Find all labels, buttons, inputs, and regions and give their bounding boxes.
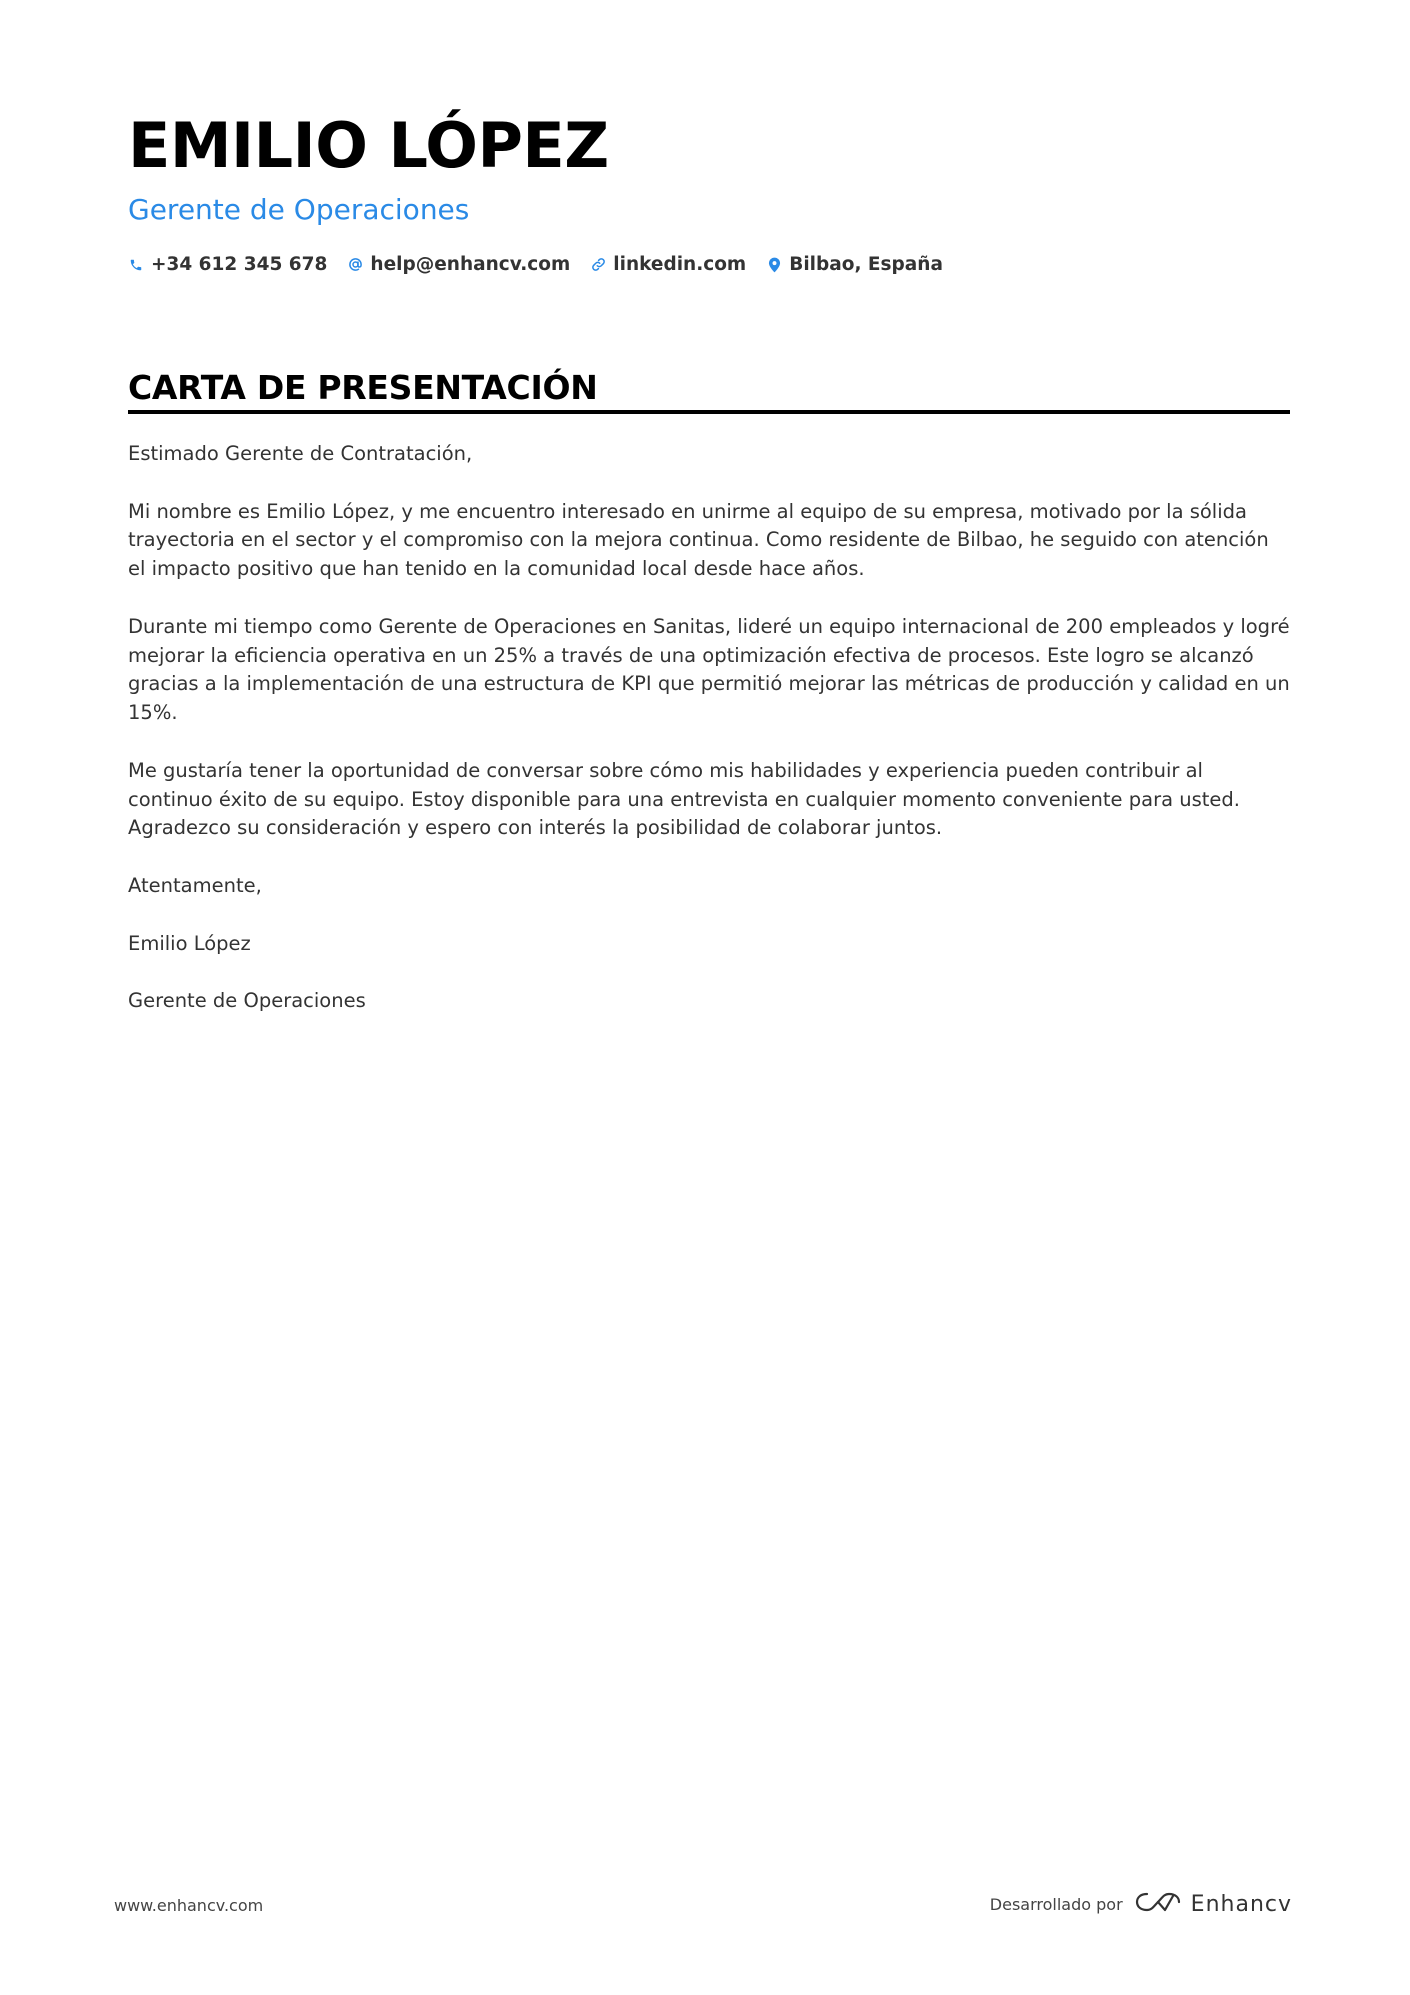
link-icon bbox=[590, 256, 606, 274]
contact-phone bbox=[128, 254, 327, 275]
email-text: help@enhancv.com bbox=[370, 254, 571, 275]
contact-info bbox=[128, 254, 943, 275]
powered-by-text: Desarrollado por bbox=[989, 1894, 1123, 1914]
letter-body bbox=[128, 440, 1290, 1045]
linkedin-text: linkedin.com bbox=[613, 254, 747, 275]
phone-text: +34 612 345 678 bbox=[151, 254, 328, 275]
contact-location bbox=[766, 254, 943, 275]
letter-paragraph: Me gustaría tener la oportunidad de conversar sobre cómo mis habilidades y experiencia pueden contribuir al continuo éxito de su equipo. Estoy disponible para una entrevista en cualquier momento conveniente para usted. Agradezco su consideración y espero con interés la posibilidad de colaborar juntos. bbox=[128, 758, 1240, 840]
footer-branding bbox=[990, 1890, 1292, 1918]
at-icon bbox=[347, 256, 363, 274]
candidate-role: Gerente de Operaciones bbox=[128, 193, 470, 226]
letter-paragraph: Durante mi tiempo como Gerente de Operaciones en Sanitas, lideré un equipo internacional de 200 empleados y logré mejorar la eficiencia operativa en un 25% a través de una optimización efectiva de procesos. Este logro se alcanzó gracias a la implementación de una estructura de KPI que permitió mejorar las métricas de producción y calidad en un 15%. bbox=[128, 614, 1290, 725]
contact-email bbox=[347, 254, 570, 275]
brand[interactable] bbox=[1135, 1890, 1292, 1918]
signature-title: Gerente de Operaciones bbox=[128, 989, 366, 1013]
brand-name: Enhancv bbox=[1190, 1891, 1292, 1917]
signature-name: Emilio López bbox=[128, 931, 251, 955]
contact-linkedin bbox=[590, 254, 746, 275]
letter-paragraph: Mi nombre es Emilio López, y me encuentro interesado en unirme al equipo de su empresa, motivado por la sólida trayectoria en el sector y el compromiso con la mejora continua. Como residente de Bilbao, he seguido con atención el impacto positivo que han tenido en la comunidad local desde hace años. bbox=[128, 499, 1269, 581]
location-text: Bilbao, España bbox=[789, 254, 943, 275]
enhancv-logo-icon bbox=[1135, 1890, 1181, 1918]
candidate-name: EMILIO LÓPEZ bbox=[128, 109, 609, 182]
phone-icon bbox=[128, 256, 144, 274]
letter-closing: Atentamente, bbox=[128, 873, 262, 897]
location-pin-icon bbox=[766, 256, 782, 274]
section-divider bbox=[128, 410, 1290, 414]
footer-website[interactable]: www.enhancv.com bbox=[114, 1896, 264, 1915]
letter-salutation: Estimado Gerente de Contratación, bbox=[128, 442, 473, 465]
section-title: CARTA DE PRESENTACIÓN bbox=[128, 368, 598, 407]
